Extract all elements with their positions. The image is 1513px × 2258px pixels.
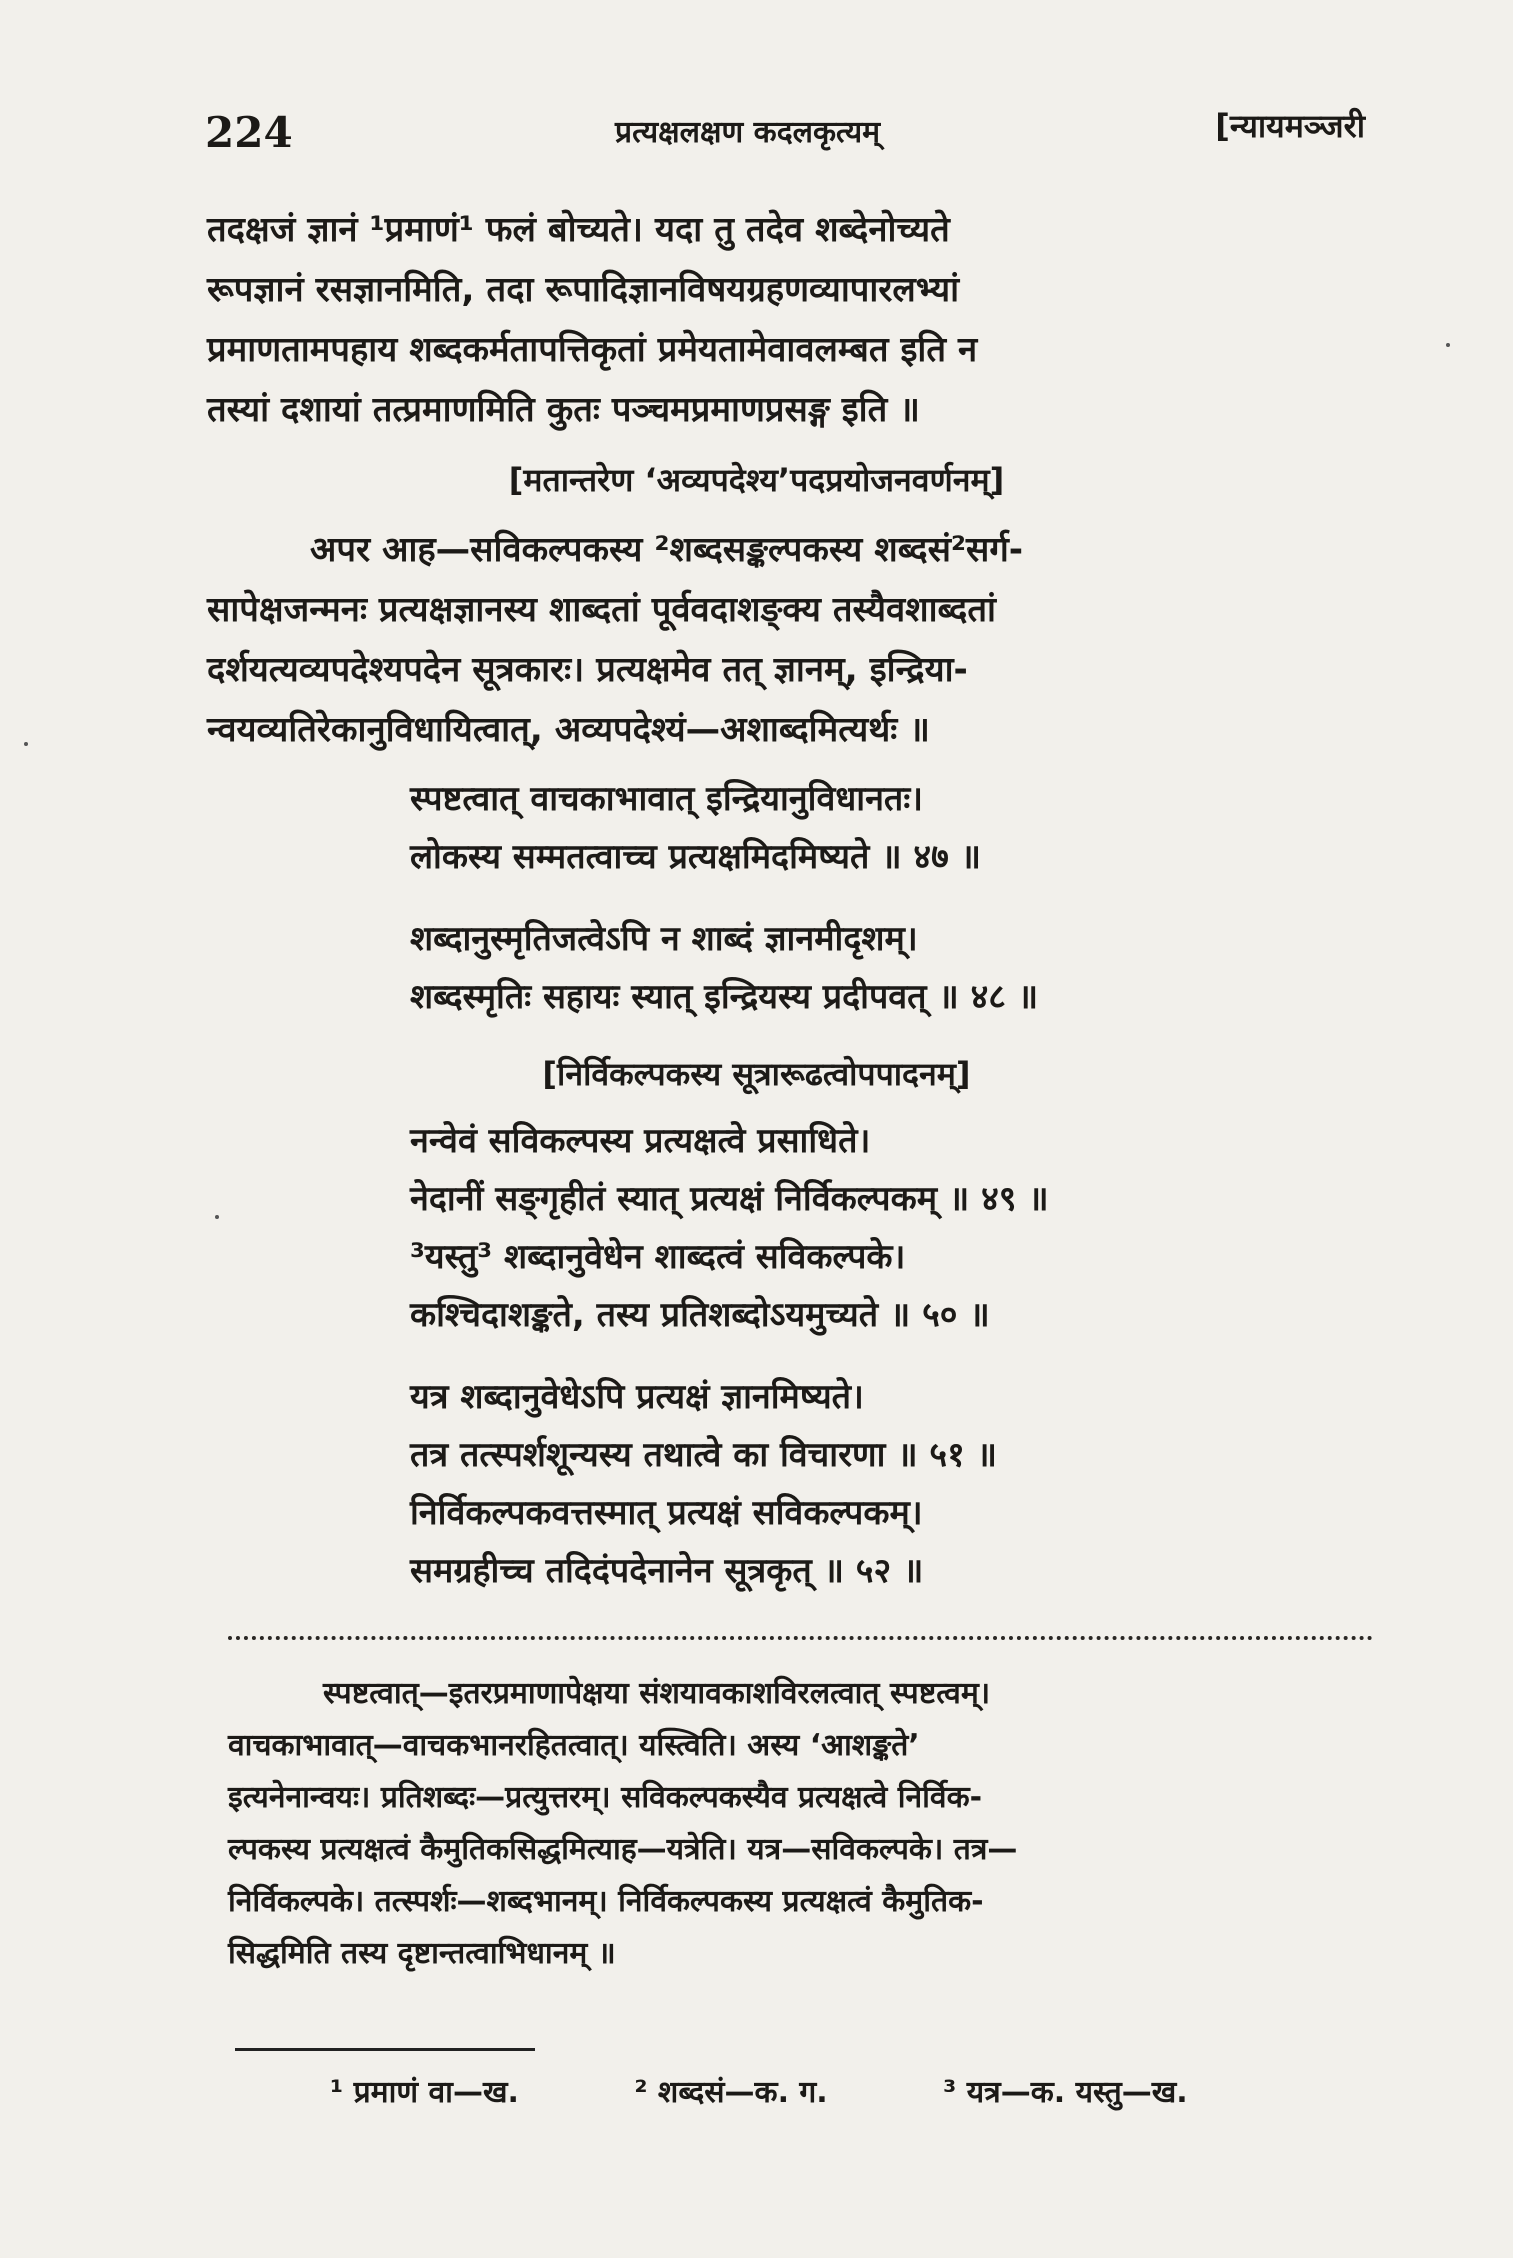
verse-line: कश्चिदाशङ्कते, तस्य प्रतिशब्दोऽयमुच्यते ॥ ५० ॥: [410, 1295, 990, 1335]
commentary-line: इत्यनेनान्वयः। प्रतिशब्दः—प्रत्युत्तरम्। सविकल्पकस्यैव प्रत्यक्षत्वे निर्विक-: [228, 1780, 983, 1815]
text-line: तस्यां दशायां तत्प्रमाणमिति कुतः पञ्चमप्रमाणप्रसङ्ग इति ॥: [207, 390, 920, 430]
verse-line: नेदानीं सङ्गृहीतं स्यात् प्रत्यक्षं निर्विकल्पकम् ॥ ४९ ॥: [410, 1179, 1049, 1219]
verse-line: लोकस्य सम्मतत्वाच्च प्रत्यक्षमिदमिष्यते ॥ ४७ ॥: [410, 837, 981, 877]
paragraph-2: [207, 520, 1367, 760]
text-line: सापेक्षजन्मनः प्रत्यक्षज्ञानस्य शाब्दतां पूर्ववदाशङ्क्य तस्यैवशाब्दतां: [207, 590, 996, 630]
text-line: तदक्षजं ज्ञानं ¹प्रमाणं¹ फलं बोच्यते। यदा तु तदेव शब्देनोच्यते: [207, 210, 950, 250]
commentary-line: वाचकाभावात्—वाचकभानरहितत्वात्। यस्त्विति। अस्य ‘आशङ्कते’: [228, 1728, 920, 1763]
footnotes: [330, 2070, 1293, 2111]
footnote-3: ³ यत्र—क. यस्तु—ख.: [943, 2075, 1188, 2110]
running-header: [205, 100, 1365, 170]
text-line: दर्शयत्यव्यपदेश्यपदेन सूत्रकारः। प्रत्यक्षमेव तत् ज्ञानम्, इन्द्रिया-: [207, 650, 968, 690]
footnote-1: ¹ प्रमाणं वा—ख.: [330, 2075, 519, 2110]
commentary: [228, 1668, 1373, 1980]
commentary-line: सिद्धमिति तस्य दृष्टान्तत्वाभिधानम् ॥: [228, 1936, 616, 1971]
book-title: [न्यायमञ्जरी: [1215, 107, 1365, 145]
text-line: न्वयव्यतिरेकानुविधायित्वात्, अव्यपदेश्यं—अशाब्दमित्यर्थः ॥: [207, 710, 930, 750]
running-title: प्रत्यक्षलक्षण कदलकृत्यम्: [615, 115, 881, 150]
paragraph-1: [207, 200, 1367, 440]
commentary-line: स्पष्टत्वात्—इतरप्रमाणापेक्षया संशयावकाशविरलत्वात् स्पष्टत्वम्।: [323, 1676, 991, 1711]
print-speck: [215, 1215, 219, 1219]
verse-line: यत्र शब्दानुवेधेऽपि प्रत्यक्षं ज्ञानमिष्यते।: [410, 1377, 864, 1417]
print-speck: [1446, 343, 1450, 347]
commentary-line: ल्पकस्य प्रत्यक्षत्वं कैमुतिकसिद्धमित्याह—यत्रेति। यत्र—सविकल्पके। तत्र—: [228, 1832, 1018, 1867]
verse-block-51-52: [410, 1368, 997, 1600]
footnote-2: ² शब्दसं—क. ग.: [634, 2075, 828, 2110]
text-line: प्रमाणतामपहाय शब्दकर्मतापत्तिकृतां प्रमेयतामेवावलम्बत इति न: [207, 330, 978, 370]
text-line: अपर आह—सविकल्पकस्य ²शब्दसङ्कल्पकस्य शब्दसं²सर्ग-: [310, 530, 1024, 570]
verse-line: ³यस्तु³ शब्दानुवेधेन शाब्दत्वं सविकल्पके।: [410, 1237, 906, 1277]
verse-line: समग्रहीच्च तदिदंपदेनानेन सूत्रकृत् ॥ ५२ ॥: [410, 1551, 924, 1591]
verse-line: तत्र तत्स्पर्शशून्यस्य तथात्वे का विचारणा ॥ ५१ ॥: [410, 1435, 997, 1475]
verse-line: निर्विकल्पकवत्तस्मात् प्रत्यक्षं सविकल्पकम्।: [410, 1493, 923, 1533]
verse-block-48: [410, 910, 1038, 1026]
print-speck: [24, 742, 28, 746]
verse-line: नन्वेवं सविकल्पस्य प्रत्यक्षत्वे प्रसाधिते।: [410, 1121, 871, 1161]
verse-block-49-50: [410, 1112, 1049, 1344]
footnote-divider: [235, 2048, 535, 2051]
verse-line: शब्दस्मृतिः सहायः स्यात् इन्द्रियस्य प्रदीपवत् ॥ ४८ ॥: [410, 977, 1039, 1017]
section-heading-2: [निर्विकल्पकस्य सूत्रारूढत्वोपपादनम्]: [542, 1055, 971, 1093]
text-line: रूपज्ञानं रसज्ञानमिति, तदा रूपादिज्ञानविषयग्रहणव्यापारलभ्यां: [207, 270, 960, 310]
verse-line: स्पष्टत्वात् वाचकाभावात् इन्द्रियानुविधानतः।: [410, 779, 924, 819]
page-number: 224: [205, 108, 293, 157]
commentary-divider: [228, 1636, 1373, 1640]
verse-line: शब्दानुस्मृतिजत्वेऽपि न शाब्दं ज्ञानमीदृशम्।: [410, 919, 918, 959]
commentary-line: निर्विकल्पके। तत्स्पर्शः—शब्दभानम्। निर्विकल्पकस्य प्रत्यक्षत्वं कैमुतिक-: [228, 1884, 984, 1919]
verse-block-47: [410, 770, 981, 886]
section-heading-1: [मतान्तरेण ‘अव्यपदेश्य’पदप्रयोजनवर्णनम्]: [508, 461, 1005, 499]
